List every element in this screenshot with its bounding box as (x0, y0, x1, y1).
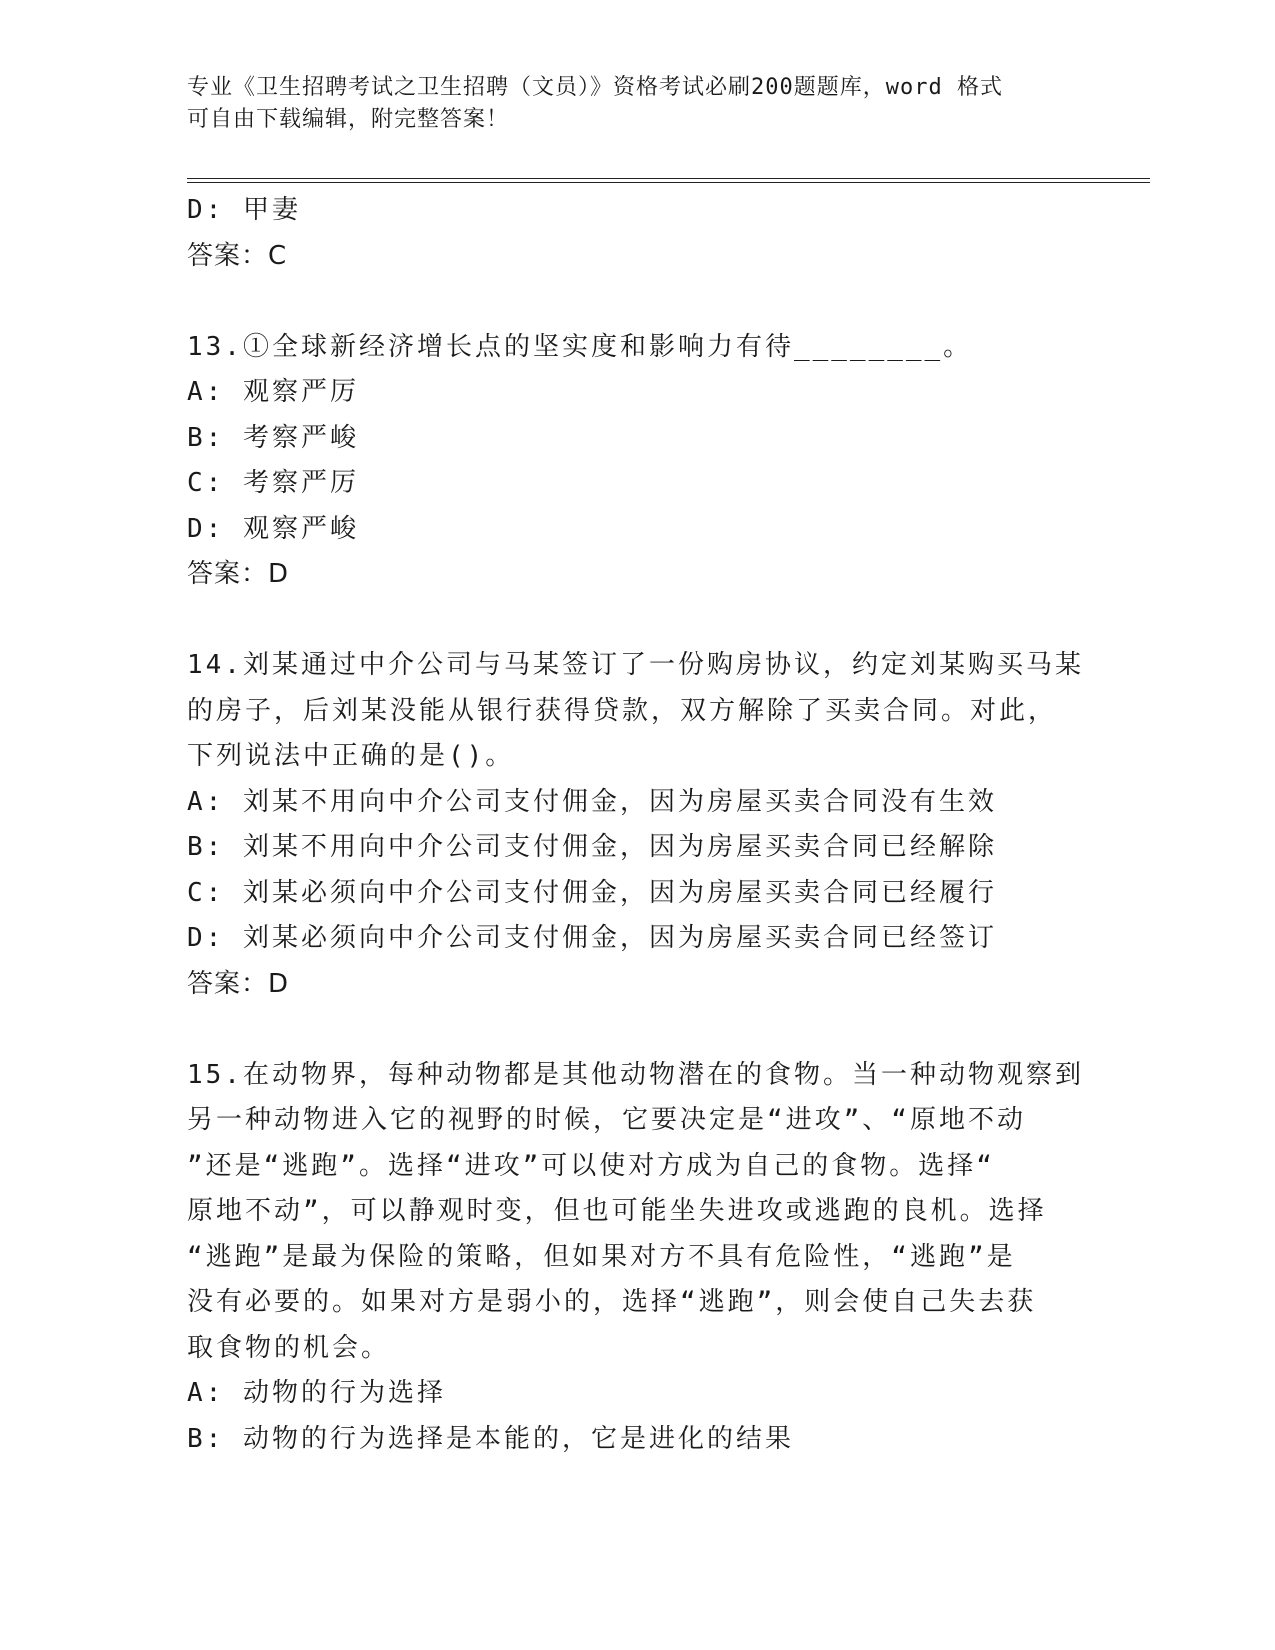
q15-option-b: B: 动物的行为选择是本能的，它是进化的结果 (187, 1423, 794, 1454)
spacer (187, 279, 1087, 325)
q14-option-c: C: 刘某必须向中介公司支付佣金，因为房屋买卖合同已经履行 (187, 877, 997, 908)
q13-answer: 答案：D (187, 559, 290, 589)
prev-option-d: D: 甲妻 (187, 195, 301, 225)
q13-option-c: C: 考察严厉 (187, 468, 359, 498)
q14-option-d: D: 刘某必须向中介公司支付佣金，因为房屋买卖合同已经签订 (187, 923, 997, 953)
q15-stem-line-3: ”还是“逃跑”。选择“进攻”可以使对方成为自己的食物。选择“ (187, 1150, 995, 1181)
q14-answer: 答案：D (187, 968, 290, 999)
q15-stem-line-5: “逃跑”是最为保险的策略，但如果对方不具有危险性，“逃跑”是 (187, 1241, 1016, 1272)
q14-stem-line-2: 的房子，后刘某没能从银行获得贷款，双方解除了买卖合同。对此， (187, 695, 1058, 726)
header-double-rule (187, 178, 1150, 183)
q15-stem-line-7: 取食物的机会。 (187, 1332, 391, 1363)
q13-option-b: B: 考察严峻 (187, 422, 359, 453)
q14-stem-line-1: 14.刘某通过中介公司与马某签订了一份购房协议，约定刘某购买马某 (187, 650, 1084, 680)
q13-option-d: D: 观察严峻 (187, 513, 359, 544)
q14-option-a: A: 刘某不用向中介公司支付佣金，因为房屋买卖合同没有生效 (187, 786, 997, 817)
spacer (187, 1007, 1087, 1053)
q15-stem-line-1: 15.在动物界，每种动物都是其他动物潜在的食物。当一种动物观察到 (187, 1059, 1084, 1090)
header-line-2: 可自由下载编辑，附完整答案！ (187, 107, 510, 132)
q14-stem-line-3: 下列说法中正确的是()。 (187, 741, 515, 771)
q15-stem-line-4: 原地不动”，可以静观时变，但也可能坐失进攻或逃跑的良机。选择 (187, 1196, 1047, 1226)
q13-stem: 13.①全球新经济增长点的坚实度和影响力有待________。 (187, 331, 973, 362)
q15-stem-line-2: 另一种动物进入它的视野的时候，它要决定是“进攻”、“原地不动 (187, 1105, 1026, 1135)
q15-stem-line-6: 没有必要的。如果对方是弱小的，选择“逃跑”，则会使自己失去获 (187, 1287, 1037, 1317)
q14-option-b: B: 刘某不用向中介公司支付佣金，因为房屋买卖合同已经解除 (187, 832, 997, 862)
spacer (187, 598, 1087, 644)
q15-option-a: A: 动物的行为选择 (187, 1378, 446, 1408)
q13-option-a: A: 观察严厉 (187, 377, 359, 407)
document-body (187, 188, 1087, 1462)
prev-answer: 答案：C (187, 240, 288, 271)
header-line-1: 专业《卫生招聘考试之卫生招聘（文员）》资格考试必刷200题题库，word 格式 (187, 75, 1003, 100)
page-header (187, 72, 1067, 136)
